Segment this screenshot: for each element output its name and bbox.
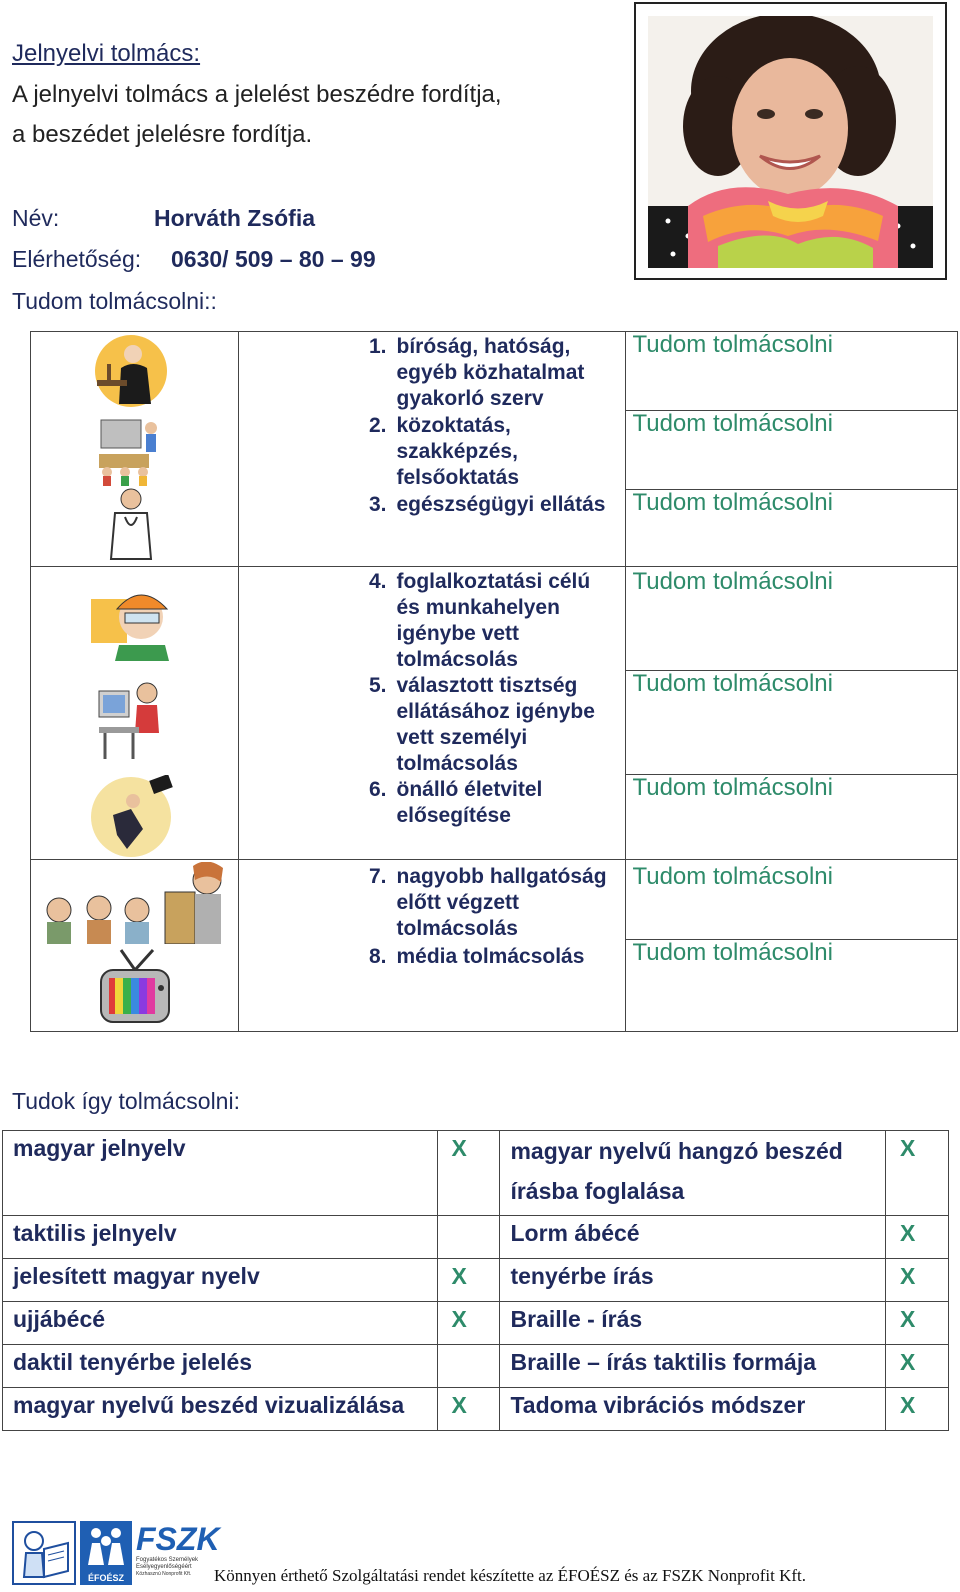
method-left: magyar jelnyelv [3,1131,438,1216]
method-left: daktil tenyérbe jelelés [3,1345,438,1388]
item-number: 5. [368,674,387,697]
method-left: ujjábécé [3,1302,438,1345]
item-text: választott tisztség ellátásához igénybe vett személyi tolmácsolás [396,674,595,775]
status-text: Tudom tolmácsolni [626,671,957,775]
worker-icon [89,579,175,661]
method-right: Braille – írás taktilis formája [500,1345,886,1388]
intro-line-2: a beszédet jelelésre fordítja. [12,121,313,148]
people-group-icon [80,1521,132,1571]
status-text: Tudom tolmácsolni [632,939,833,966]
profile-photo [634,2,947,280]
fszk-logo-text: FSZK [136,1521,220,1557]
page-title: Jelnyelvi tolmács: [12,40,201,67]
method-left: taktilis jelnyelv [3,1216,438,1259]
method-left-mark: X [437,1259,500,1302]
judge-icon [89,334,173,408]
item-text: egészségügyi ellátás [396,493,606,516]
method-right: tenyérbe írás [500,1259,886,1302]
status-text: Tudom tolmácsolni [626,860,957,940]
table-row [31,567,958,860]
item-number: 3. [368,493,387,516]
efoesz-logo [80,1521,132,1585]
method-left-mark [437,1345,500,1388]
item-text: bíróság, hatóság, egyéb közhatalmat gyakorló szerv [396,335,585,410]
status-cell [626,860,958,1032]
status-cell [626,567,958,860]
item-number: 4. [368,570,387,593]
methods-heading: Tudok így tolmácsolni: [12,1088,240,1114]
item-number: 7. [368,865,387,888]
item-number: 1. [368,335,387,358]
method-left: magyar nyelvű beszéd vizualizálása [3,1388,438,1431]
audience-icon [37,862,233,944]
table-row [3,1259,949,1302]
table-row [3,1345,949,1388]
item-number: 6. [368,778,387,801]
method-right: Tadoma vibrációs módszer [500,1388,886,1431]
fszk-sub-2: Esélyegyenlőségéért [136,1564,192,1570]
list-item [349,673,626,777]
method-left-mark: X [437,1388,500,1431]
table-row [3,1131,949,1216]
item-number: 2. [368,414,387,437]
method-right-mark: X [886,1388,949,1431]
method-left-mark: X [437,1131,500,1216]
table-row [31,332,958,567]
method-right-mark: X [886,1259,949,1302]
phone-label: Elérhetőség: [12,246,142,272]
method-left: jelesített magyar nyelv [3,1259,438,1302]
item-text: közoktatás, szakképzés, felsőoktatás [396,414,520,489]
easy-read-logo [12,1521,76,1585]
doctor-icon [103,487,159,567]
status-text: Tudom tolmácsolni [626,567,957,671]
method-right: magyar nyelvű hangzó beszéd írásba foglalása [500,1131,886,1216]
portrait-illustration [648,16,933,268]
list-item [349,777,626,829]
status-text: Tudom tolmácsolni [632,489,833,516]
efoesz-logo-text: ÉFOÉSZ [87,1573,124,1583]
phone-value: 0630/ 509 – 80 – 99 [171,246,376,272]
item-text: média tolmácsolás [396,945,585,968]
method-right: Braille - írás [500,1302,886,1345]
areas-text-cell [238,332,626,567]
name-value: Horváth Zsófia [154,205,316,231]
areas-text-cell [238,860,626,1032]
interpreting-areas-table [30,331,958,1032]
classroom-icon [93,414,169,486]
intro-line-1: A jelnyelvi tolmács a jelelést beszédre fordítja, [12,81,502,108]
areas-text-cell [238,567,626,860]
list-item [349,860,626,944]
method-right-mark: X [886,1216,949,1259]
computer-user-icon [97,679,169,763]
tv-icon [97,948,173,1028]
item-number: 8. [368,945,387,968]
table-row [3,1388,949,1431]
status-cell [626,332,958,567]
method-right-mark: X [886,1345,949,1388]
table-row [3,1302,949,1345]
name-label: Név: [12,205,60,231]
item-text: foglalkoztatási célú és munkahelyen igénybe vett tolmácsolás [396,570,591,671]
table-row [31,860,958,1032]
methods-table [2,1130,949,1431]
method-right-mark: X [886,1302,949,1345]
status-text: Tudom tolmácsolni [626,411,957,490]
list-item [349,334,626,413]
icon-cell [31,860,239,1032]
method-left-mark [437,1216,500,1259]
status-text: Tudom tolmácsolni [626,332,957,411]
method-left-mark: X [437,1302,500,1345]
footer-text: Könnyen érthető Szolgáltatási rendet készítette az ÉFOÉSZ és az FSZK Nonprofit Kft. [214,1566,807,1585]
item-text: nagyobb hallgatóság előtt végzett tolmácsolás [396,865,607,940]
jumping-person-icon [87,775,179,859]
list-item [349,567,626,673]
list-item [349,944,626,970]
can-interpret-label: Tudom tolmácsolni:: [12,288,217,314]
fszk-logo [136,1521,220,1587]
table-row [3,1216,949,1259]
method-right: Lorm ábécé [500,1216,886,1259]
icon-cell [31,332,239,567]
list-item [349,492,626,518]
fszk-sub-3: Közhasznú Nonprofit Kft. [136,1571,192,1577]
item-text: önálló életvitel elősegítése [396,778,543,827]
icon-cell [31,567,239,860]
method-right-mark: X [886,1131,949,1216]
status-text: Tudom tolmácsolni [632,774,833,801]
list-item [349,413,626,492]
fszk-sub-1: Fogyatékos Személyek [136,1557,199,1563]
book-reader-icon [14,1523,74,1583]
